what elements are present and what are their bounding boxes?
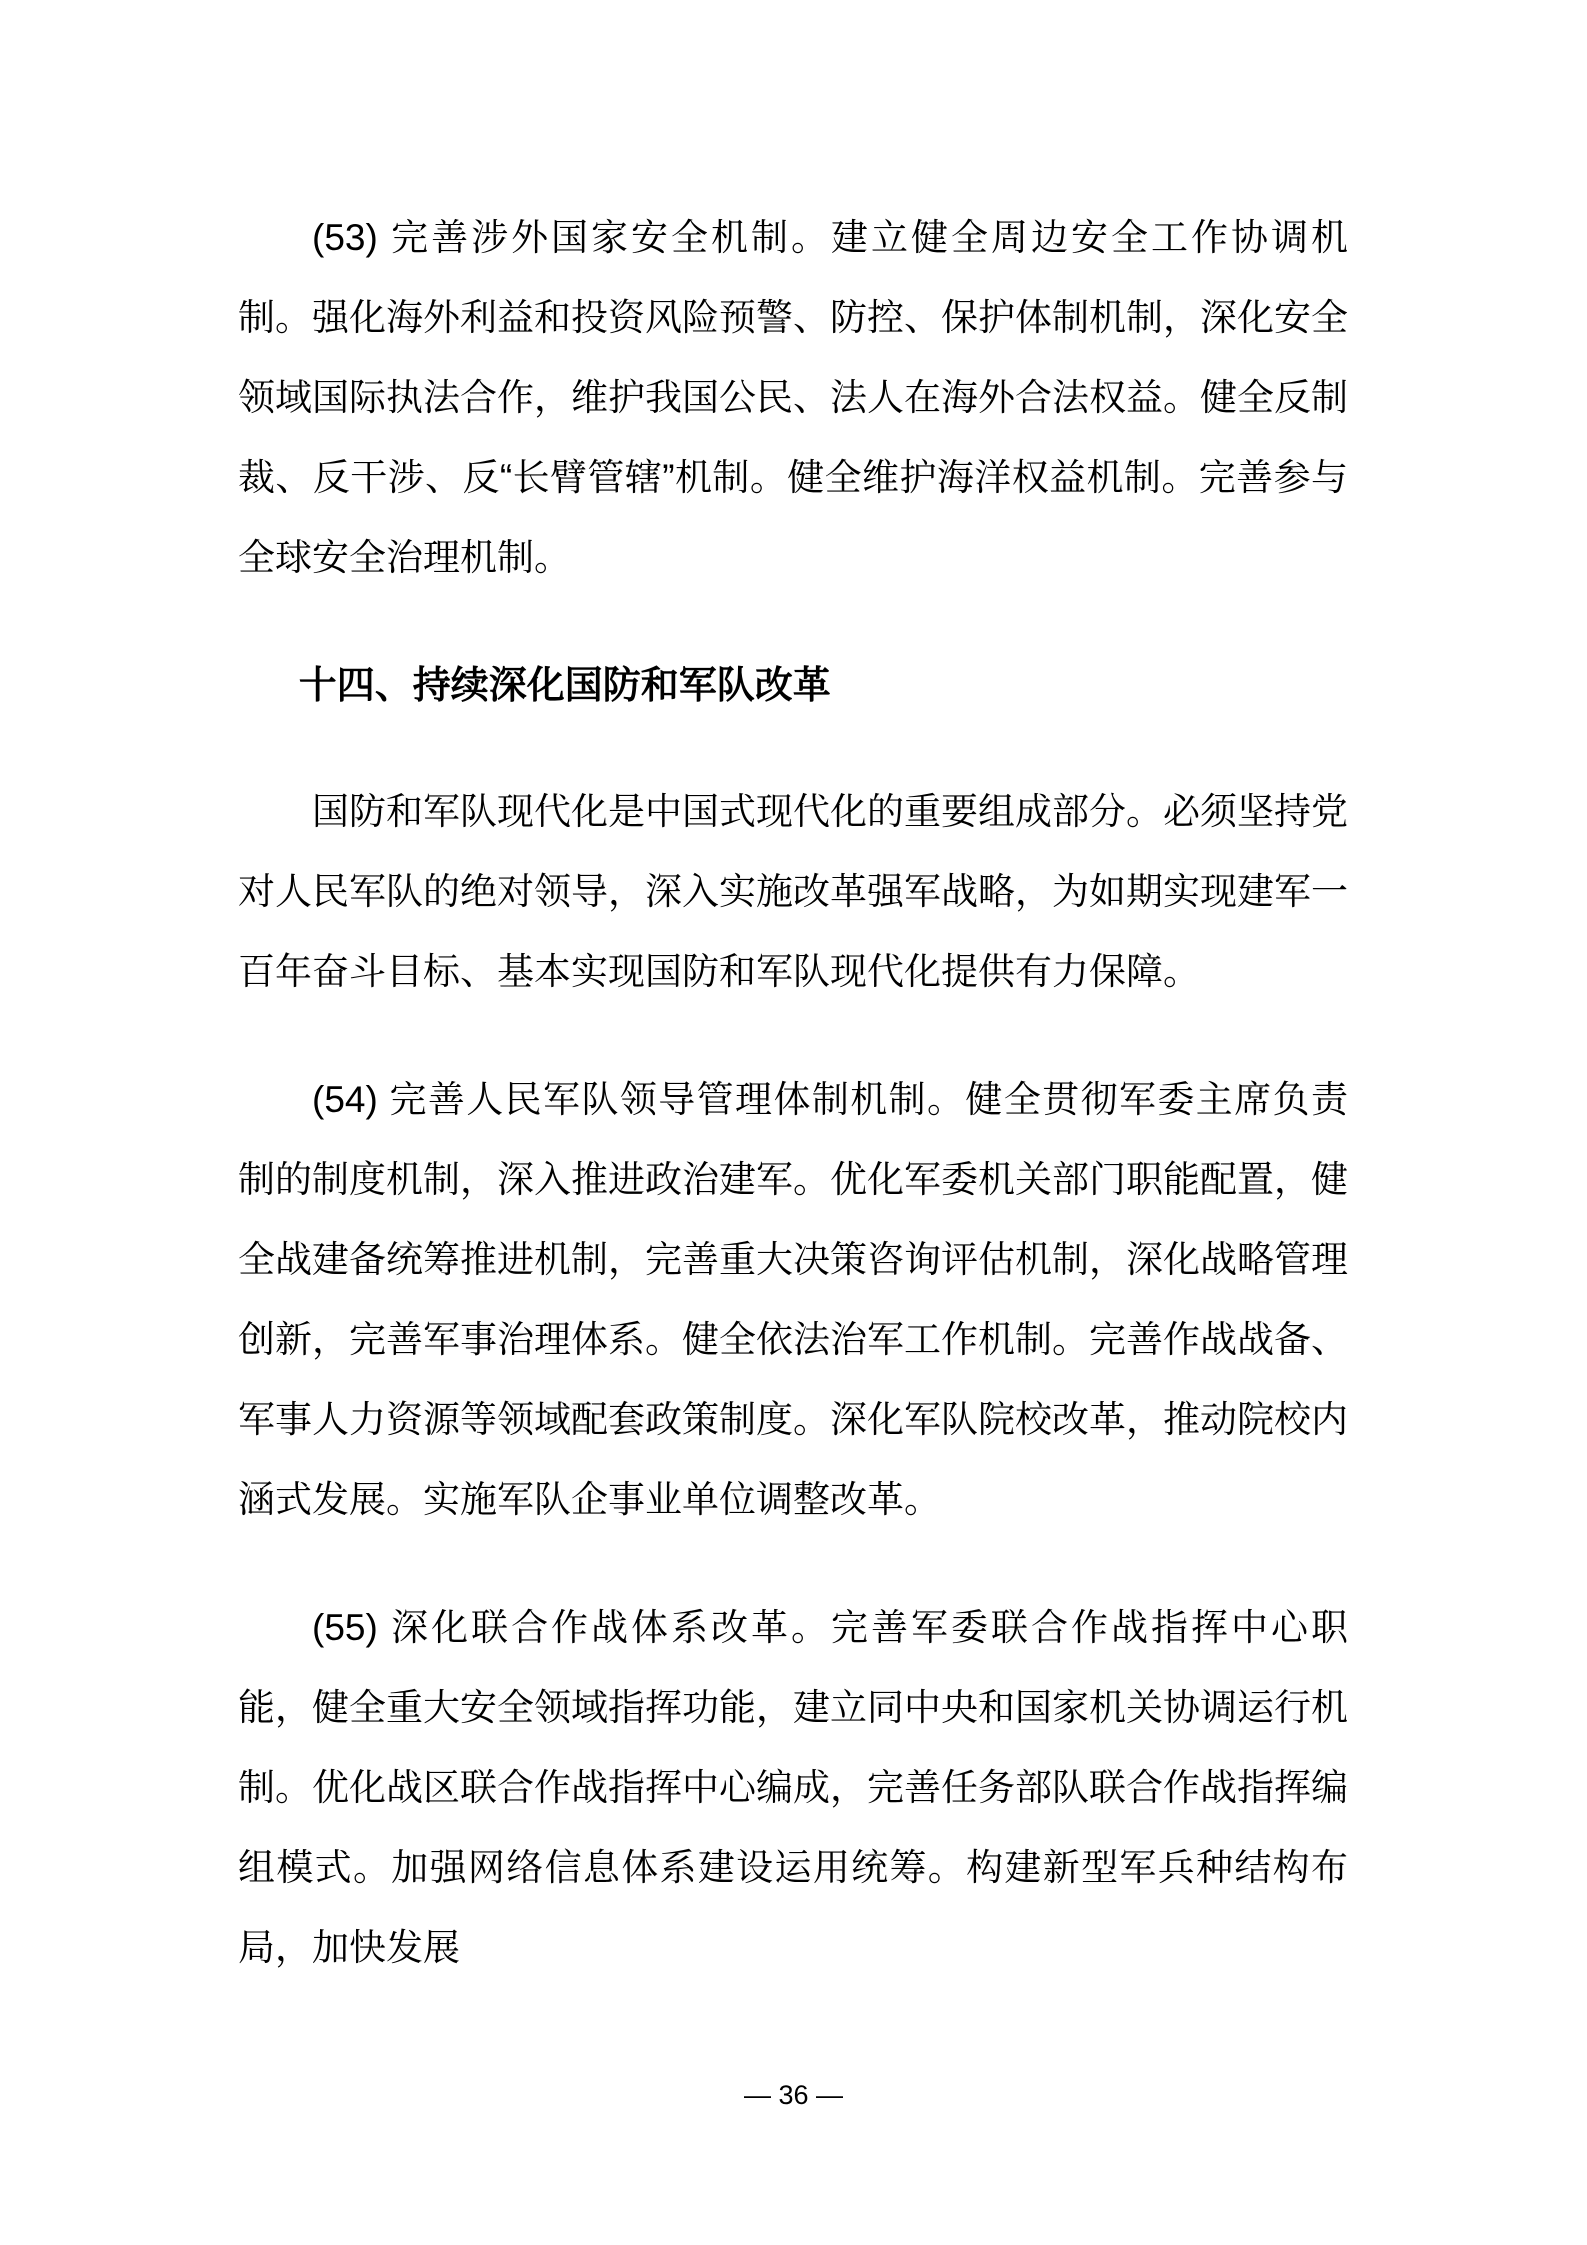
page-number: — 36 — [743, 2080, 844, 2110]
paragraph-item-54: (54) 完善人民军队领导管理体制机制。健全贯彻军委主席负责制的制度机制，深入推进政治建军。优化军委机关部门职能配置，健全战建备统筹推进机制，完善重大决策咨询评估机制，深化战略管理创新，完善军事治理体系。健全依法治军工作机制。完善作战战备、军事人力资源等领域配套政策制度。深化军队院校改革，推动院校内涵式发展。实施军队企事业单位调整改革。 [238, 1079, 1348, 1520]
section-heading-14: 十四、持续深化国防和军队改革 [298, 665, 831, 707]
document-body [238, 198, 1348, 2036]
paragraph-section-intro: 国防和军队现代化是中国式现代化的重要组成部分。必须坚持党对人民军队的绝对领导，深入实施改革强军战略，为如期实现建军一百年奋斗目标、基本实现国防和军队现代化提供有力保障。 [238, 791, 1348, 992]
paragraph-item-53: (53) 完善涉外国家安全机制。建立健全周边安全工作协调机制。强化海外利益和投资风险预警、防控、保护体制机制，深化安全领域国际执法合作，维护我国公民、法人在海外合法权益。健全反制裁、反干涉、反“长臂管辖”机制。健全维护海洋权益机制。完善参与全球安全治理机制。 [238, 217, 1348, 578]
paragraph-item-55: (55) 深化联合作战体系改革。完善军委联合作战指挥中心职能，健全重大安全领域指挥功能，建立同中央和国家机关协调运行机制。优化战区联合作战指挥中心编成，完善任务部队联合作战指挥编组模式。加强网络信息体系建设运用统筹。构建新型军兵种结构布局，加快发展 [238, 1607, 1348, 1968]
